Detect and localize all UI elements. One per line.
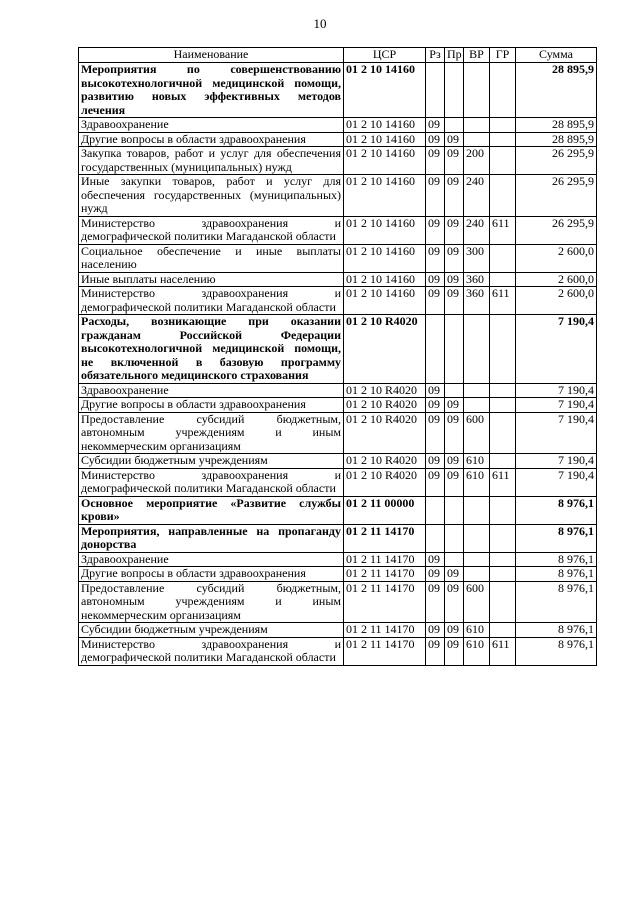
table-row bbox=[79, 552, 597, 567]
cell-sum: 28 895,9 bbox=[516, 132, 597, 147]
budget-table bbox=[78, 47, 597, 666]
cell-gr bbox=[490, 315, 516, 384]
cell-pr: 09 bbox=[445, 272, 464, 287]
cell-csr: 01 2 10 R4020 bbox=[344, 398, 426, 413]
table-row bbox=[79, 315, 597, 384]
cell-name: Расходы, возникающие при оказании гражданам Российской Федерации высокотехнологичной медицинской помощи, не включенной в базовую программу обязательного медицинского страхования bbox=[79, 315, 344, 384]
cell-name: Министерство здравоохранения и демографической политики Магаданской области bbox=[79, 468, 344, 496]
table-row bbox=[79, 468, 597, 496]
cell-sum: 2 600,0 bbox=[516, 244, 597, 272]
cell-gr bbox=[490, 524, 516, 552]
cell-pr bbox=[445, 118, 464, 133]
table-row bbox=[79, 147, 597, 175]
cell-vr bbox=[464, 383, 490, 398]
cell-csr: 01 2 10 14160 bbox=[344, 287, 426, 315]
cell-gr: 611 bbox=[490, 637, 516, 665]
cell-pr bbox=[445, 63, 464, 118]
cell-name: Основное мероприятие «Развитие службы крови» bbox=[79, 496, 344, 524]
cell-name: Субсидии бюджетным учреждениям bbox=[79, 623, 344, 638]
cell-csr: 01 2 11 14170 bbox=[344, 637, 426, 665]
cell-vr bbox=[464, 524, 490, 552]
cell-csr: 01 2 10 R4020 bbox=[344, 383, 426, 398]
cell-rz: 09 bbox=[426, 412, 445, 454]
cell-sum: 2 600,0 bbox=[516, 272, 597, 287]
cell-rz: 09 bbox=[426, 398, 445, 413]
cell-csr: 01 2 10 R4020 bbox=[344, 315, 426, 384]
cell-csr: 01 2 11 14170 bbox=[344, 581, 426, 623]
cell-rz: 09 bbox=[426, 132, 445, 147]
cell-gr bbox=[490, 244, 516, 272]
cell-rz: 09 bbox=[426, 216, 445, 244]
table-row bbox=[79, 272, 597, 287]
cell-sum: 26 295,9 bbox=[516, 216, 597, 244]
cell-gr bbox=[490, 496, 516, 524]
page-number: 10 bbox=[313, 16, 327, 31]
cell-vr: 600 bbox=[464, 581, 490, 623]
table-row bbox=[79, 637, 597, 665]
cell-csr: 01 2 10 14160 bbox=[344, 272, 426, 287]
cell-name: Субсидии бюджетным учреждениям bbox=[79, 454, 344, 469]
cell-gr bbox=[490, 623, 516, 638]
cell-vr: 300 bbox=[464, 244, 490, 272]
cell-vr: 600 bbox=[464, 412, 490, 454]
cell-rz: 09 bbox=[426, 175, 445, 217]
cell-gr: 611 bbox=[490, 468, 516, 496]
cell-sum: 8 976,1 bbox=[516, 552, 597, 567]
cell-rz: 09 bbox=[426, 147, 445, 175]
header-vr: ВР bbox=[464, 48, 490, 63]
cell-gr bbox=[490, 567, 516, 582]
cell-vr: 360 bbox=[464, 272, 490, 287]
cell-rz: 09 bbox=[426, 383, 445, 398]
header-name: Наименование bbox=[79, 48, 344, 63]
table-row bbox=[79, 496, 597, 524]
cell-rz: 09 bbox=[426, 287, 445, 315]
cell-csr: 01 2 11 14170 bbox=[344, 567, 426, 582]
cell-rz: 09 bbox=[426, 637, 445, 665]
table-row bbox=[79, 412, 597, 454]
table-row bbox=[79, 567, 597, 582]
cell-gr bbox=[490, 412, 516, 454]
cell-name: Здравоохранение bbox=[79, 118, 344, 133]
table-row bbox=[79, 132, 597, 147]
cell-rz: 09 bbox=[426, 272, 445, 287]
cell-pr: 09 bbox=[445, 412, 464, 454]
cell-name: Предоставление субсидий бюджетным, автономным учреждениям и иным некоммерческим организациям bbox=[79, 412, 344, 454]
cell-vr: 200 bbox=[464, 147, 490, 175]
cell-rz: 09 bbox=[426, 567, 445, 582]
table-row bbox=[79, 118, 597, 133]
header-sum: Сумма bbox=[516, 48, 597, 63]
header-csr: ЦСР bbox=[344, 48, 426, 63]
cell-csr: 01 2 10 R4020 bbox=[344, 412, 426, 454]
cell-vr: 610 bbox=[464, 454, 490, 469]
cell-sum: 8 976,1 bbox=[516, 496, 597, 524]
cell-gr bbox=[490, 272, 516, 287]
cell-pr: 09 bbox=[445, 287, 464, 315]
table-row bbox=[79, 398, 597, 413]
cell-rz: 09 bbox=[426, 244, 445, 272]
cell-vr bbox=[464, 398, 490, 413]
cell-name: Министерство здравоохранения и демографической политики Магаданской области bbox=[79, 637, 344, 665]
cell-name: Иные закупки товаров, работ и услуг для обеспечения государственных (муниципальных) нужд bbox=[79, 175, 344, 217]
cell-vr bbox=[464, 567, 490, 582]
cell-pr: 09 bbox=[445, 147, 464, 175]
cell-rz: 09 bbox=[426, 581, 445, 623]
cell-name: Другие вопросы в области здравоохранения bbox=[79, 132, 344, 147]
cell-name: Другие вопросы в области здравоохранения bbox=[79, 398, 344, 413]
table-row bbox=[79, 524, 597, 552]
cell-csr: 01 2 11 00000 bbox=[344, 496, 426, 524]
cell-sum: 8 976,1 bbox=[516, 623, 597, 638]
cell-gr bbox=[490, 552, 516, 567]
cell-gr bbox=[490, 175, 516, 217]
cell-vr: 240 bbox=[464, 216, 490, 244]
cell-name: Здравоохранение bbox=[79, 383, 344, 398]
cell-gr: 611 bbox=[490, 287, 516, 315]
cell-sum: 28 895,9 bbox=[516, 118, 597, 133]
cell-pr: 09 bbox=[445, 567, 464, 582]
cell-sum: 28 895,9 bbox=[516, 63, 597, 118]
cell-csr: 01 2 10 14160 bbox=[344, 63, 426, 118]
cell-csr: 01 2 10 14160 bbox=[344, 132, 426, 147]
cell-name: Закупка товаров, работ и услуг для обеспечения государственных (муниципальных) нужд bbox=[79, 147, 344, 175]
cell-gr bbox=[490, 383, 516, 398]
cell-sum: 26 295,9 bbox=[516, 147, 597, 175]
cell-pr bbox=[445, 315, 464, 384]
cell-sum: 7 190,4 bbox=[516, 454, 597, 469]
cell-csr: 01 2 10 14160 bbox=[344, 216, 426, 244]
cell-gr bbox=[490, 147, 516, 175]
cell-name: Мероприятия, направленные на пропаганду донорства bbox=[79, 524, 344, 552]
cell-pr bbox=[445, 524, 464, 552]
cell-vr bbox=[464, 496, 490, 524]
cell-vr: 240 bbox=[464, 175, 490, 217]
cell-vr bbox=[464, 118, 490, 133]
header-gr: ГР bbox=[490, 48, 516, 63]
cell-rz: 09 bbox=[426, 623, 445, 638]
cell-sum: 2 600,0 bbox=[516, 287, 597, 315]
cell-pr: 09 bbox=[445, 244, 464, 272]
cell-gr bbox=[490, 398, 516, 413]
cell-name: Иные выплаты населению bbox=[79, 272, 344, 287]
cell-pr: 09 bbox=[445, 623, 464, 638]
cell-pr: 09 bbox=[445, 454, 464, 469]
cell-csr: 01 2 10 14160 bbox=[344, 147, 426, 175]
cell-name: Предоставление субсидий бюджетным, автономным учреждениям и иным некоммерческим организациям bbox=[79, 581, 344, 623]
cell-csr: 01 2 10 R4020 bbox=[344, 468, 426, 496]
cell-csr: 01 2 10 14160 bbox=[344, 244, 426, 272]
cell-name: Министерство здравоохранения и демографической политики Магаданской области bbox=[79, 216, 344, 244]
cell-pr bbox=[445, 496, 464, 524]
cell-sum: 7 190,4 bbox=[516, 468, 597, 496]
cell-vr bbox=[464, 132, 490, 147]
table-row bbox=[79, 175, 597, 217]
cell-sum: 8 976,1 bbox=[516, 581, 597, 623]
table-row bbox=[79, 383, 597, 398]
cell-name: Другие вопросы в области здравоохранения bbox=[79, 567, 344, 582]
cell-pr: 09 bbox=[445, 581, 464, 623]
cell-rz bbox=[426, 63, 445, 118]
cell-sum: 7 190,4 bbox=[516, 383, 597, 398]
cell-gr bbox=[490, 132, 516, 147]
cell-name: Здравоохранение bbox=[79, 552, 344, 567]
cell-sum: 8 976,1 bbox=[516, 637, 597, 665]
cell-rz bbox=[426, 315, 445, 384]
cell-gr: 611 bbox=[490, 216, 516, 244]
cell-pr: 09 bbox=[445, 216, 464, 244]
cell-rz: 09 bbox=[426, 468, 445, 496]
cell-pr: 09 bbox=[445, 132, 464, 147]
cell-vr: 610 bbox=[464, 623, 490, 638]
cell-rz bbox=[426, 496, 445, 524]
table-header-row bbox=[79, 48, 597, 63]
cell-sum: 7 190,4 bbox=[516, 412, 597, 454]
cell-rz: 09 bbox=[426, 454, 445, 469]
table-body bbox=[79, 63, 597, 666]
cell-pr bbox=[445, 552, 464, 567]
cell-csr: 01 2 10 14160 bbox=[344, 175, 426, 217]
cell-csr: 01 2 10 14160 bbox=[344, 118, 426, 133]
cell-vr: 610 bbox=[464, 637, 490, 665]
cell-name: Министерство здравоохранения и демографической политики Магаданской области bbox=[79, 287, 344, 315]
table-row bbox=[79, 623, 597, 638]
table-row bbox=[79, 287, 597, 315]
cell-name: Мероприятия по совершенствованию высокотехнологичной медицинской помощи, развитию новых эффективных методов лечения bbox=[79, 63, 344, 118]
cell-pr: 09 bbox=[445, 398, 464, 413]
cell-vr bbox=[464, 315, 490, 384]
header-rz: Рз bbox=[426, 48, 445, 63]
table-row bbox=[79, 216, 597, 244]
cell-pr: 09 bbox=[445, 175, 464, 217]
cell-vr bbox=[464, 552, 490, 567]
cell-rz bbox=[426, 524, 445, 552]
cell-vr: 610 bbox=[464, 468, 490, 496]
header-pr: Пр bbox=[445, 48, 464, 63]
cell-csr: 01 2 11 14170 bbox=[344, 524, 426, 552]
cell-sum: 8 976,1 bbox=[516, 567, 597, 582]
cell-name: Социальное обеспечение и иные выплаты населению bbox=[79, 244, 344, 272]
cell-vr bbox=[464, 63, 490, 118]
table-row bbox=[79, 581, 597, 623]
cell-rz: 09 bbox=[426, 552, 445, 567]
cell-pr: 09 bbox=[445, 468, 464, 496]
cell-sum: 8 976,1 bbox=[516, 524, 597, 552]
cell-sum: 7 190,4 bbox=[516, 398, 597, 413]
table-row bbox=[79, 454, 597, 469]
cell-pr: 09 bbox=[445, 637, 464, 665]
cell-vr: 360 bbox=[464, 287, 490, 315]
cell-csr: 01 2 11 14170 bbox=[344, 623, 426, 638]
table-row bbox=[79, 244, 597, 272]
cell-gr bbox=[490, 63, 516, 118]
cell-gr bbox=[490, 118, 516, 133]
cell-csr: 01 2 10 R4020 bbox=[344, 454, 426, 469]
cell-pr bbox=[445, 383, 464, 398]
cell-gr bbox=[490, 581, 516, 623]
cell-sum: 7 190,4 bbox=[516, 315, 597, 384]
cell-sum: 26 295,9 bbox=[516, 175, 597, 217]
cell-csr: 01 2 11 14170 bbox=[344, 552, 426, 567]
table-row bbox=[79, 63, 597, 118]
cell-rz: 09 bbox=[426, 118, 445, 133]
cell-gr bbox=[490, 454, 516, 469]
